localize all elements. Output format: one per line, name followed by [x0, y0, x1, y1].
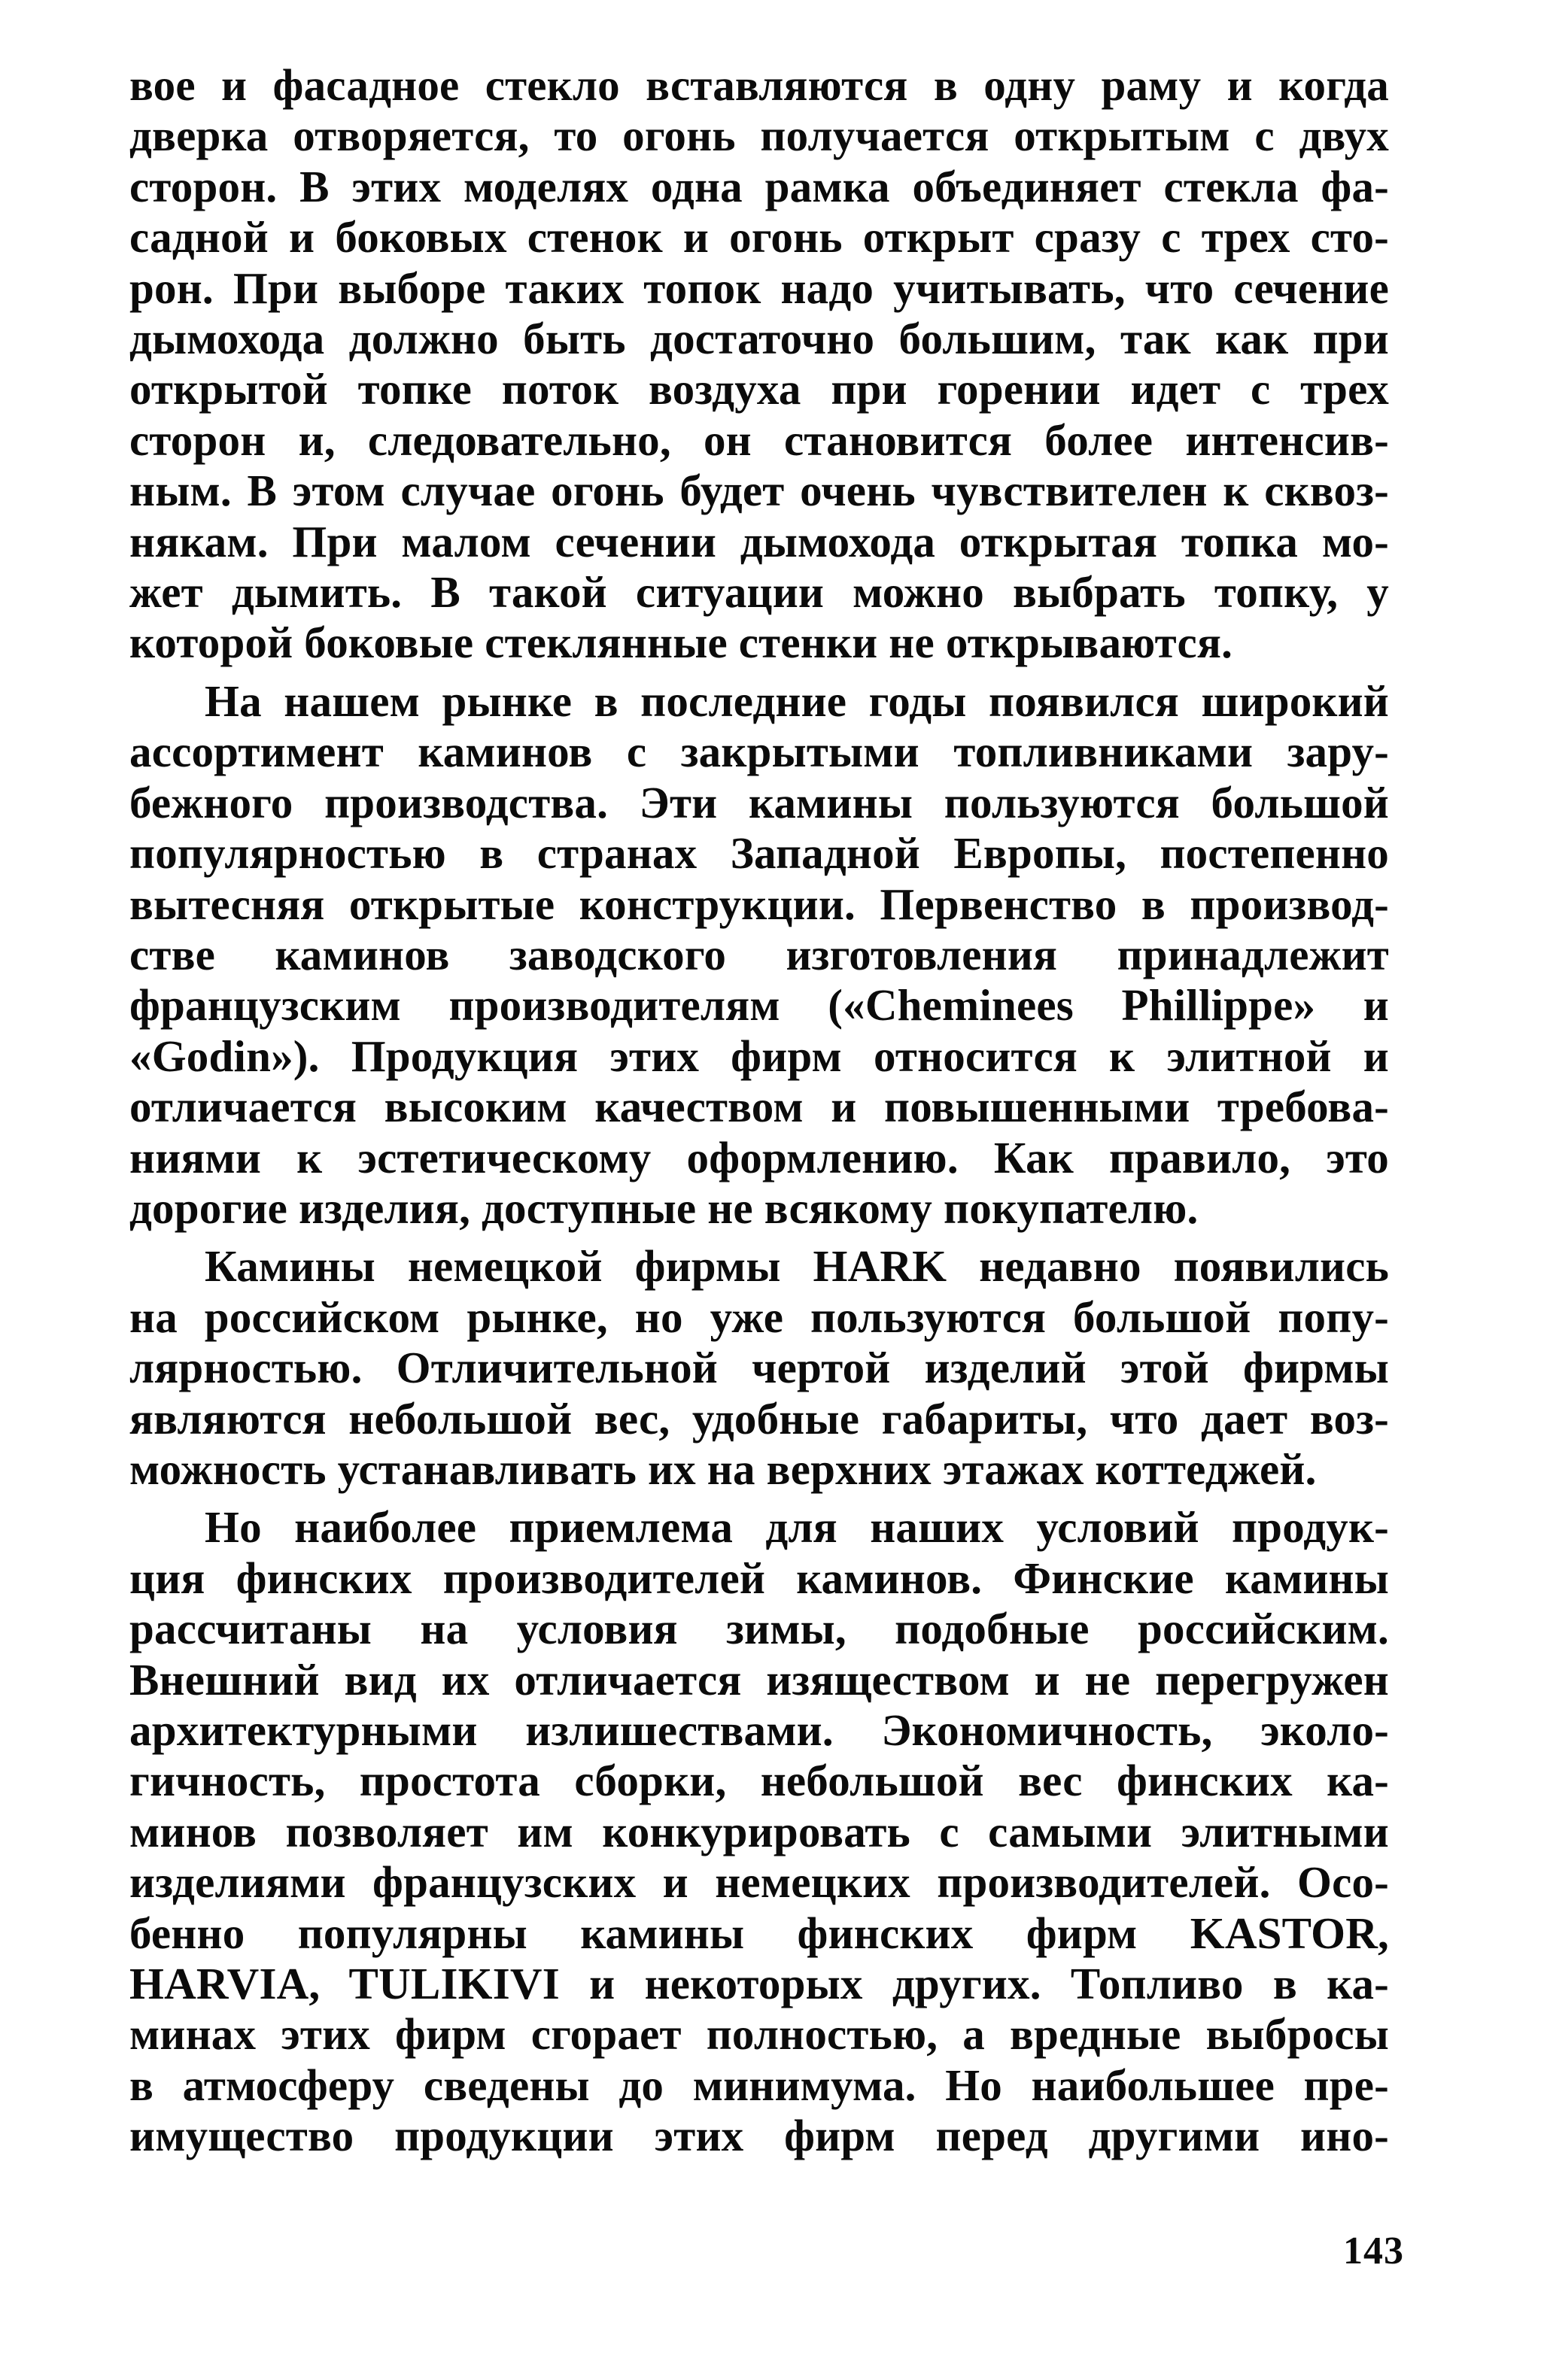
text-line: ция финских производителей каминов. Финские камины — [129, 1553, 1389, 1603]
text-line: жет дымить. В такой ситуации можно выбрать топку, у — [129, 567, 1389, 618]
paragraph-1 — [129, 60, 1389, 669]
paragraph-gap — [129, 1495, 1389, 1502]
page-body — [129, 60, 1389, 2162]
text-line: можность устанавливать их на верхних этажах коттеджей. — [129, 1443, 1317, 1494]
text-line: архитектурными излишествами. Экономичность, эколо- — [129, 1705, 1389, 1755]
page-number: 143 — [1343, 2230, 1404, 2272]
text-line: ниями к эстетическому оформлению. Как правило, это — [129, 1132, 1389, 1182]
text-line: в атмосферу сведены до минимума. Но наибольшее пре- — [129, 2060, 1389, 2110]
text-line: минах этих фирм сгорает полностью, а вредные выбросы — [129, 2009, 1389, 2060]
text-line: ным. В этом случае огонь будет очень чувствителен к сквоз- — [129, 466, 1389, 516]
text-line: Внешний вид их отличается изяществом и не перегружен — [129, 1654, 1389, 1705]
paragraph-4 — [129, 1502, 1389, 2161]
text-line: имущество продукции этих фирм перед другими ино- — [129, 2111, 1389, 2161]
text-line: которой боковые стеклянные стенки не открываются. — [129, 618, 1233, 668]
text-line: популярностью в странах Западной Европы, постепенно — [129, 828, 1389, 879]
text-line: открытой топке поток воздуха при горении идет с трех — [129, 364, 1389, 414]
text-line: бенно популярны камины финских фирм KASTOR, — [129, 1908, 1389, 1958]
text-line: някам. При малом сечении дымохода открытая топка мо- — [129, 516, 1389, 566]
text-line: ассортимент каминов с закрытыми топливниками зару- — [129, 727, 1389, 777]
text-line: дымохода должно быть достаточно большим, так как при — [129, 314, 1389, 364]
text-line: стве каминов заводского изготовления принадлежит — [129, 929, 1389, 979]
text-line: бежного производства. Эти камины пользуются большой — [129, 777, 1389, 827]
text-line: дорогие изделия, доступные не всякому покупателю. — [129, 1182, 1199, 1233]
paragraph-3 — [129, 1241, 1389, 1495]
text-line: На нашем рынке в последние годы появился широкий — [205, 675, 1389, 726]
text-line: рон. При выборе таких топок надо учитывать, что сечение — [129, 263, 1389, 313]
text-line: являются небольшой вес, удобные габариты, что дает воз- — [129, 1393, 1389, 1443]
text-line: Но наиболее приемлема для наших условий продук- — [205, 1502, 1389, 1553]
text-line: сторон. В этих моделях одна рамка объединяет стекла фа- — [129, 161, 1389, 211]
text-line: сторон и, следовательно, он становится более интенсив- — [129, 414, 1389, 465]
text-line: рассчитаны на условия зимы, подобные российским. — [129, 1604, 1389, 1654]
text-line: на российском рынке, но уже пользуются большой попу- — [129, 1292, 1389, 1342]
paragraph-gap — [129, 1234, 1389, 1241]
text-line: дверка отворяется, то огонь получается открытым с двух — [129, 111, 1389, 161]
text-line: вытесняя открытые конструкции. Первенство в производ- — [129, 879, 1389, 929]
text-line: «Godin»). Продукция этих фирм относится к элитной и — [129, 1031, 1389, 1081]
text-line: отличается высоким качеством и повышенными требова- — [129, 1082, 1389, 1132]
paragraph-2 — [129, 676, 1389, 1234]
text-line: французским производителям («Cheminees Phillippe» и — [129, 980, 1389, 1031]
paragraph-gap — [129, 669, 1389, 676]
text-line: Камины немецкой фирмы HARK недавно появились — [205, 1241, 1389, 1292]
text-line: вое и фасадное стекло вставляются в одну раму и когда — [129, 60, 1389, 110]
text-line: лярностью. Отличительной чертой изделий этой фирмы — [129, 1343, 1389, 1393]
text-line: садной и боковых стенок и огонь открыт сразу с трех сто- — [129, 212, 1389, 263]
text-line: HARVIA, TULIKIVI и некоторых других. Топливо в ка- — [129, 1959, 1389, 2009]
text-line: гичность, простота сборки, небольшой вес финских ка- — [129, 1756, 1389, 1806]
text-line: минов позволяет им конкурировать с самыми элитными — [129, 1806, 1389, 1856]
text-line: изделиями французских и немецких производителей. Осо- — [129, 1857, 1389, 1908]
